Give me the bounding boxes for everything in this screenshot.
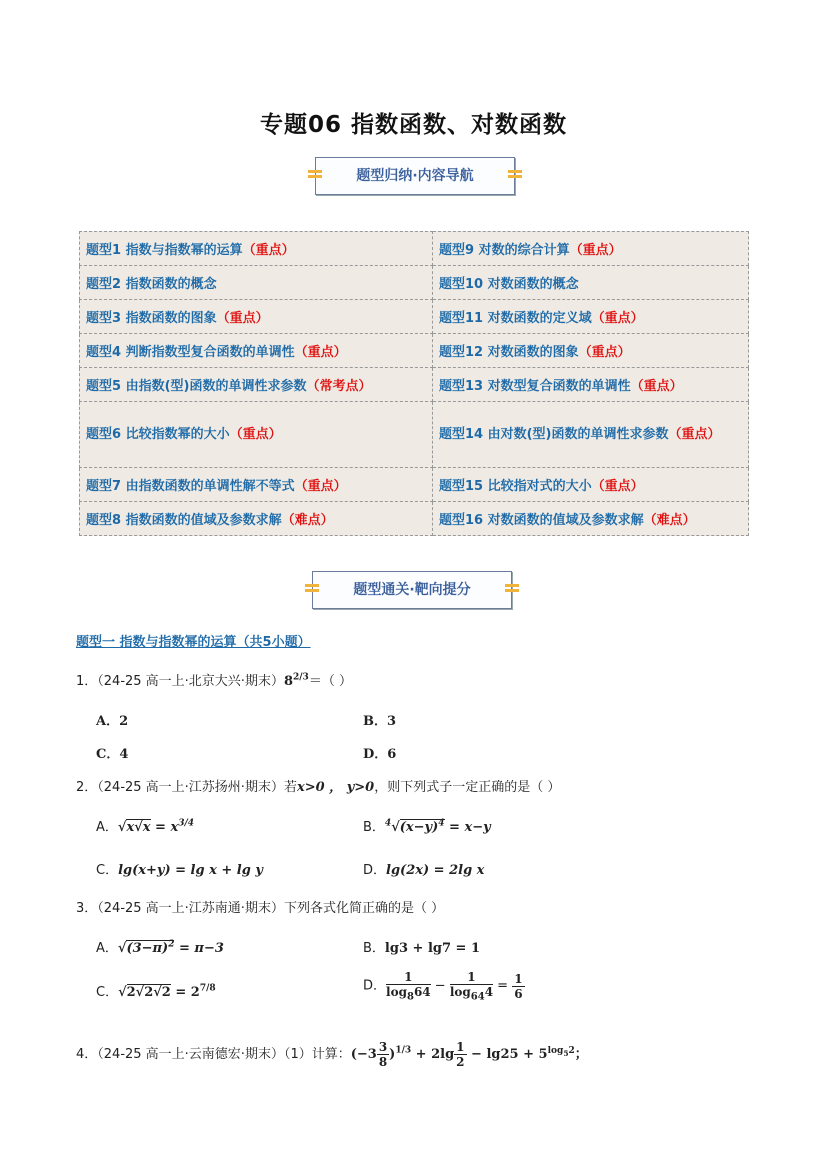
nav-item-label: 题型9 对数的综合计算 <box>439 243 570 258</box>
question-2 <box>76 776 560 795</box>
nav-item[interactable] <box>80 502 433 536</box>
nav-item-label: 题型16 对数函数的值域及参数求解 <box>439 513 644 528</box>
option-b[interactable]: B．3 <box>363 714 397 729</box>
nav-row <box>80 402 749 468</box>
nav-item-tag: （重点） <box>630 379 683 394</box>
option-c[interactable]: C．lg(x+y) = lg x + lg y <box>96 863 263 878</box>
nav-row <box>80 300 749 334</box>
nav-item[interactable] <box>433 232 749 266</box>
nav-item[interactable] <box>80 368 433 402</box>
nav-item[interactable] <box>80 232 433 266</box>
nav-item-tag: （重点） <box>578 345 631 360</box>
nav-item[interactable] <box>80 402 433 468</box>
option-c[interactable]: C．$√2√2√2 = 2^{7/8}$ <box>96 983 216 1000</box>
nav-item[interactable] <box>433 300 749 334</box>
nav-item[interactable] <box>433 502 749 536</box>
question-text: 4．（24-25 高一上·云南德宏·期末）（1）计算： <box>76 1047 351 1062</box>
nav-item-label: 题型14 由对数(型)函数的单调性求参数 <box>439 426 669 442</box>
nav-item-tag: （重点） <box>242 243 295 258</box>
nav-item-tag: （重点） <box>294 345 347 360</box>
nav-item[interactable] <box>80 266 433 300</box>
nav-item-tag: （难点） <box>281 513 334 528</box>
nav-row <box>80 502 749 536</box>
nav-item-label: 题型13 对数型复合函数的单调性 <box>439 379 631 394</box>
nav-item-tag: （重点） <box>591 311 644 326</box>
question-condition: x>0 ， y>0 <box>296 780 375 795</box>
question-text: 2．（24-25 高一上·江苏扬州·期末）若 <box>76 780 297 795</box>
nav-row <box>80 334 749 368</box>
nav-item-label: 题型1 指数与指数幂的运算 <box>86 243 243 258</box>
option-d[interactable]: D． $\frac{1}{\log_864}$ − $\frac{1}{\log_{64}4}$ = $\frac{1}{6}$ <box>363 970 523 1003</box>
nav-item[interactable] <box>80 300 433 334</box>
nav-item-tag: （重点） <box>229 426 282 442</box>
option-b[interactable]: B．lg3 + lg7 = 1 <box>363 941 481 956</box>
nav-item-tag: （重点） <box>591 479 644 494</box>
nav-row <box>80 368 749 402</box>
nav-item-label: 题型3 指数函数的图象 <box>86 311 217 326</box>
nav-item-label: 题型8 指数函数的值域及参数求解 <box>86 513 282 528</box>
nav-item-tag: （重点） <box>294 479 347 494</box>
question-tail: ＝（ ） <box>308 674 352 689</box>
nav-row <box>80 468 749 502</box>
section-heading: 题型一 指数与指数幂的运算（共5小题） <box>76 635 311 650</box>
nav-item-label: 题型2 指数函数的概念 <box>86 277 217 292</box>
banner-label: 题型通关·靶向提分 <box>353 582 471 598</box>
nav-item[interactable] <box>433 334 749 368</box>
nav-item-label: 题型12 对数函数的图象 <box>439 345 579 360</box>
question-1: 1．（24-25 高一上·北京大兴·期末）$8^{2/3}=$（ ） <box>76 672 352 689</box>
nav-item-label: 题型6 比较指数幂的大小 <box>86 426 230 442</box>
nav-item[interactable] <box>433 266 749 300</box>
nav-item-label: 题型7 由指数函数的单调性解不等式 <box>86 479 295 494</box>
topic-nav-table <box>79 231 749 536</box>
nav-item-tag: （重点） <box>668 426 721 442</box>
option-a[interactable]: A．$√(3-\pi)^2 = \pi-3$ <box>96 939 224 956</box>
nav-item-tag: （重点） <box>216 311 269 326</box>
page-title: 专题06 指数函数、对数函数 <box>259 112 567 138</box>
nav-item[interactable] <box>433 402 749 468</box>
question-4: 4．（24-25 高一上·云南德宏·期末）（1）计算：(−3 $\frac{3}{8}$ )$^{1/3}$ + 2lg $\frac{1}{2}$ − $\lg 25 + 5^{log_52}$； <box>76 1040 588 1069</box>
banner-label: 题型归纳·内容导航 <box>356 168 474 184</box>
nav-item[interactable] <box>80 468 433 502</box>
nav-row <box>80 232 749 266</box>
nav-item[interactable] <box>80 334 433 368</box>
question-text: 1．（24-25 高一上·北京大兴·期末） <box>76 674 284 689</box>
option-c[interactable]: C．4 <box>96 747 129 762</box>
nav-row <box>80 266 749 300</box>
question-3: 3．（24-25 高一上·江苏南通·期末）下列各式化简正确的是（ ） <box>76 901 445 916</box>
nav-item-tag: （常考点） <box>306 379 372 394</box>
nav-item-label: 题型15 比较指对式的大小 <box>439 479 592 494</box>
nav-item-tag: （重点） <box>569 243 622 258</box>
nav-item-tag: （难点） <box>643 513 696 528</box>
nav-item-label: 题型11 对数函数的定义域 <box>439 311 592 326</box>
nav-item-label: 题型5 由指数(型)函数的单调性求参数 <box>86 379 307 394</box>
option-d[interactable]: D．lg(2x) = 2lg x <box>363 863 485 878</box>
option-b[interactable]: B．$^4√(x-y)^4 = x-y$ <box>363 818 491 835</box>
nav-item[interactable] <box>433 368 749 402</box>
nav-banner <box>315 157 515 195</box>
option-a[interactable]: A．$√x√x = x^{3/4}$ <box>96 818 195 835</box>
nav-item[interactable] <box>433 468 749 502</box>
banner-deco-icon <box>305 582 319 596</box>
question-tail: ，则下列式子一定正确的是（ ） <box>374 780 561 795</box>
banner-deco-icon <box>505 582 519 596</box>
banner-deco-icon <box>508 168 522 182</box>
banner-deco-icon <box>308 168 322 182</box>
practice-banner <box>312 571 512 609</box>
option-d[interactable]: D．6 <box>363 747 397 762</box>
nav-item-label: 题型10 对数函数的概念 <box>439 277 579 292</box>
nav-item-label: 题型4 判断指数型复合函数的单调性 <box>86 345 295 360</box>
option-a[interactable]: A．2 <box>96 714 129 729</box>
